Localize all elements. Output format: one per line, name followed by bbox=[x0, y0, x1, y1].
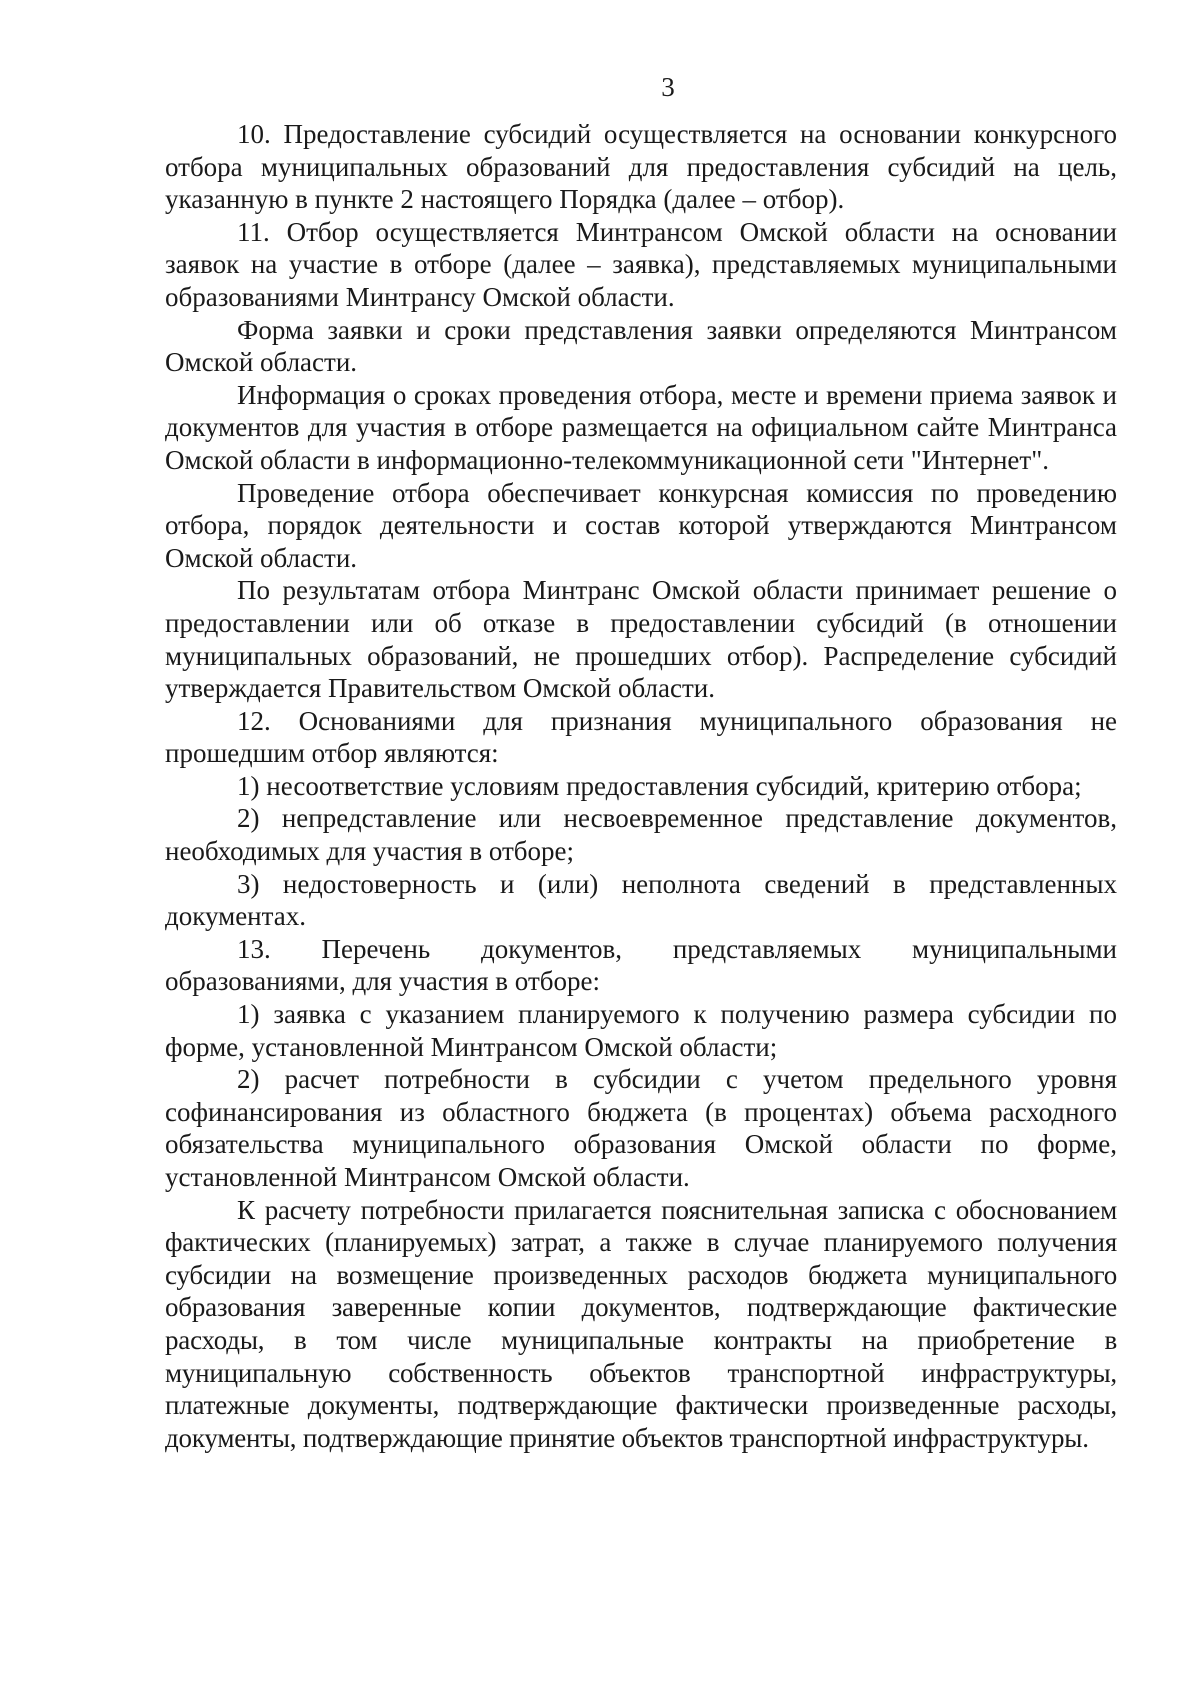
paragraph-10: 10. Предоставление субсидий осуществляется на основании конкурсного отбора муниципальных образований для предоставления субсидий на цель, указанную в пункте 2 настоящего Порядка (далее – отбор). bbox=[165, 119, 1117, 215]
list-item-12-3: 3) недостоверность и (или) неполнота сведений в представленных документах. bbox=[165, 868, 1117, 932]
paragraph-12: 12. Основаниями для признания муниципального образования не прошедшим отбор являются: bbox=[165, 705, 1117, 769]
paragraph-13: 13. Перечень документов, представляемых муниципальными образованиями, для участия в отборе: bbox=[165, 933, 1117, 997]
paragraph-application-form: Форма заявки и сроки представления заявки определяются Минтрансом Омской области. bbox=[165, 314, 1117, 378]
paragraph-commission: Проведение отбора обеспечивает конкурсная комиссия по проведению отбора, порядок деятельности и состав которой утверждаются Минтрансом Омской области. bbox=[165, 477, 1117, 573]
document-body bbox=[165, 118, 1117, 1454]
page-number: 3 bbox=[661, 72, 675, 102]
paragraph-selection-results: По результатам отбора Минтранс Омской области принимает решение о предоставлении или об отказе в предоставлении субсидий (в отношении муниципальных образований, не прошедших отбор). Распределение субсидий утверждается Правительством Омской области. bbox=[165, 575, 1117, 704]
paragraph-selection-info: Информация о сроках проведения отбора, месте и времени приема заявок и документов для участия в отборе размещается на официальном сайте Минтранса Омской области в информационно-телекоммуникационной сети "Интернет". bbox=[165, 379, 1117, 475]
list-item-13-2: 2) расчет потребности в субсидии с учетом предельного уровня софинансирования из областного бюджета (в процентах) объема расходного обязательства муниципального образования Омской области по форме, установленной Минтрансом Омской области. bbox=[165, 1064, 1117, 1192]
list-item-13-1: 1) заявка с указанием планируемого к получению размера субсидии по форме, установленной Минтрансом Омской области; bbox=[165, 999, 1117, 1062]
paragraph-11: 11. Отбор осуществляется Минтрансом Омской области на основании заявок на участие в отборе (далее – заявка), представляемых муниципальными образованиями Минтрансу Омской области. bbox=[165, 216, 1117, 312]
list-item-12-1: 1) несоответствие условиям предоставления субсидий, критерию отбора; bbox=[237, 770, 1082, 801]
list-item-12-2: 2) непредставление или несвоевременное представление документов, необходимых для участия в отборе; bbox=[165, 803, 1117, 867]
paragraph-explanatory-note: К расчету потребности прилагается пояснительная записка с обоснованием фактических (планируемых) затрат, а также в случае планируемого получения субсидии на возмещение произведенных расходов бюджета муниципального образования заверенные копии документов, подтверждающие фактические расходы, в том числе муниципальные контракты на приобретение в муниципальную собственность объектов транспортной инфраструктуры, платежные документы, подтверждающие фактически произведенные расходы, документы, подтверждающие принятие объектов транспортной инфраструктуры. bbox=[165, 1194, 1117, 1453]
